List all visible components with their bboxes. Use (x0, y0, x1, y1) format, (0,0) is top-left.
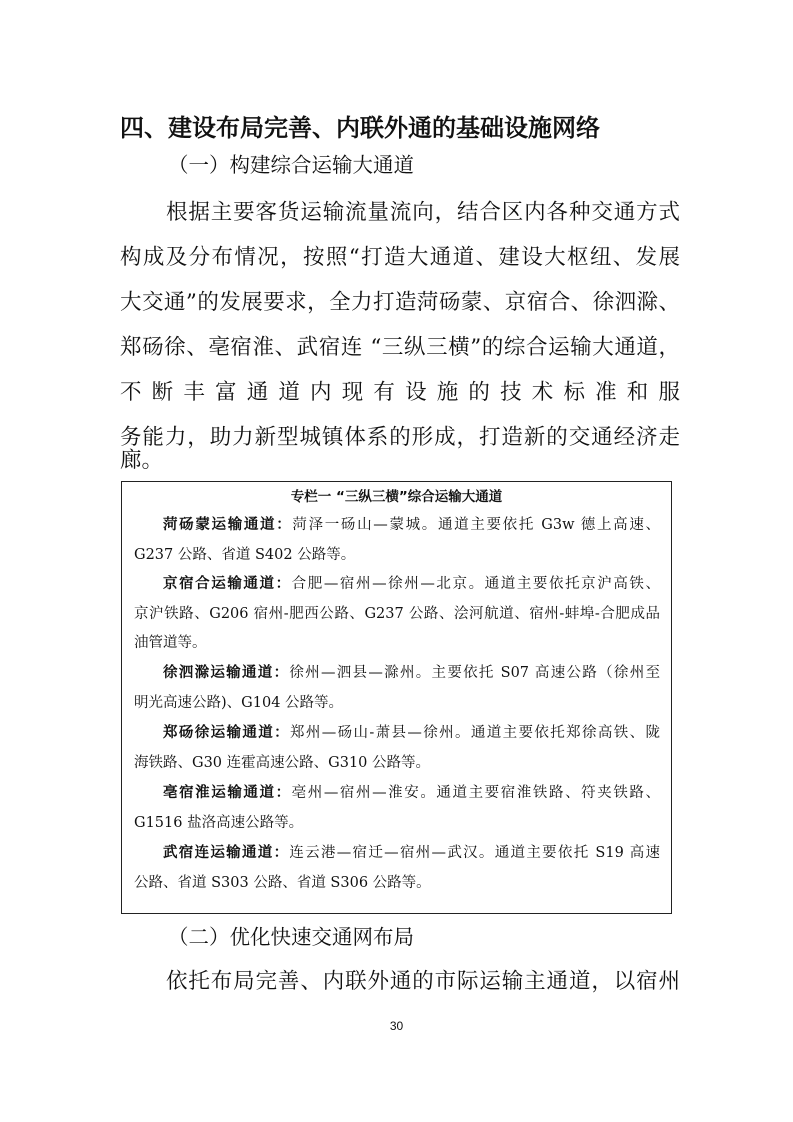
subsection-heading-2: （二）优化快速交通网布局 (168, 925, 414, 949)
entry-line: 海铁路、G30 连霍高速公路、G310 公路等。 (134, 754, 431, 771)
entry-line (134, 839, 660, 869)
entry-text: 合肥—宿州—徐州—北京。通道主要依托京沪高铁、 (291, 576, 661, 592)
paragraph-2-line: 依托布局完善、内联外通的市际运输主通道，以宿州 (166, 969, 680, 994)
corridor-name: 亳宿淮运输通道： (163, 785, 292, 801)
section-heading: 四、建设布局完善、内联外通的基础设施网络 (120, 114, 600, 142)
corridor-entry (134, 659, 660, 718)
subsection-heading-1: （一）构建综合运输大通道 (168, 153, 414, 177)
entry-line (134, 659, 660, 689)
entry-text: 连云港—宿迁—宿州—武汉。通道主要依托 S19 高速 (289, 845, 660, 861)
page-number: 30 (389, 1019, 404, 1033)
corridor-name: 徐泗滁运输通道： (163, 665, 290, 681)
entry-line (134, 779, 660, 809)
paragraph-line: 大交通”的发展要求，全力打造菏砀蒙、京宿合、徐泗滁、 (120, 290, 680, 315)
entry-line: G237 公路、省道 S402 公路等。 (134, 546, 356, 563)
entry-line: G1516 盐洛高速公路等。 (134, 814, 304, 831)
paragraph-line: 构成及分布情况，按照“打造大通道、建设大枢纽、发展 (120, 245, 680, 270)
entry-text: 菏泽一砀山—蒙城。通道主要依托 G3w 德上高速、 (292, 517, 661, 533)
corridor-name: 武宿连运输通道： (163, 845, 290, 861)
corridor-name: 京宿合运输通道： (163, 576, 292, 592)
entry-line (134, 511, 660, 541)
paragraph-line: 廊。 (120, 448, 164, 473)
corridor-entry (134, 719, 660, 778)
paragraph-line: 根据主要客货运输流量流向，结合区内各种交通方式 (166, 200, 680, 225)
corridor-entry (134, 839, 660, 898)
corridor-name: 郑砀徐运输通道： (163, 725, 290, 741)
entry-text: 亳州—宿州—淮安。通道主要宿淮铁路、符夹铁路、 (291, 785, 661, 801)
corridor-entry (134, 511, 660, 570)
paragraph-line: 不断丰富通道内现有设施的技术标准和服 (120, 380, 680, 405)
entry-line (134, 570, 660, 600)
entry-line: 公路、省道 S303 公路、省道 S306 公路等。 (134, 874, 431, 891)
entry-text: 徐州—泗县—滁州。主要依托 S07 高速公路（徐州至 (289, 665, 660, 681)
corridor-entry (134, 779, 660, 838)
box-title: 专栏一 “三纵三横”综合运输大通道 (290, 489, 503, 505)
corridor-name: 菏砀蒙运输通道： (163, 517, 293, 533)
paragraph-line: 务能力，助力新型城镇体系的形成，打造新的交通经济走 (120, 425, 680, 450)
corridor-sidebar-box (121, 481, 672, 914)
entry-line: 油管道等。 (134, 635, 207, 651)
entry-line: 京沪铁路、G206 宿州-肥西公路、G237 公路、浍河航道、宿州-蚌埠-合肥成品 (134, 605, 660, 622)
entry-line (134, 719, 660, 749)
entry-text: 郑州—砀山-萧县—徐州。通道主要依托郑徐高铁、陇 (290, 725, 660, 741)
entry-line: 明光高速公路)、G104 公路等。 (134, 694, 344, 711)
paragraph-line: 郑砀徐、亳宿淮、武宿连 “三纵三横”的综合运输大通道， (120, 335, 680, 360)
corridor-entry (134, 570, 660, 659)
